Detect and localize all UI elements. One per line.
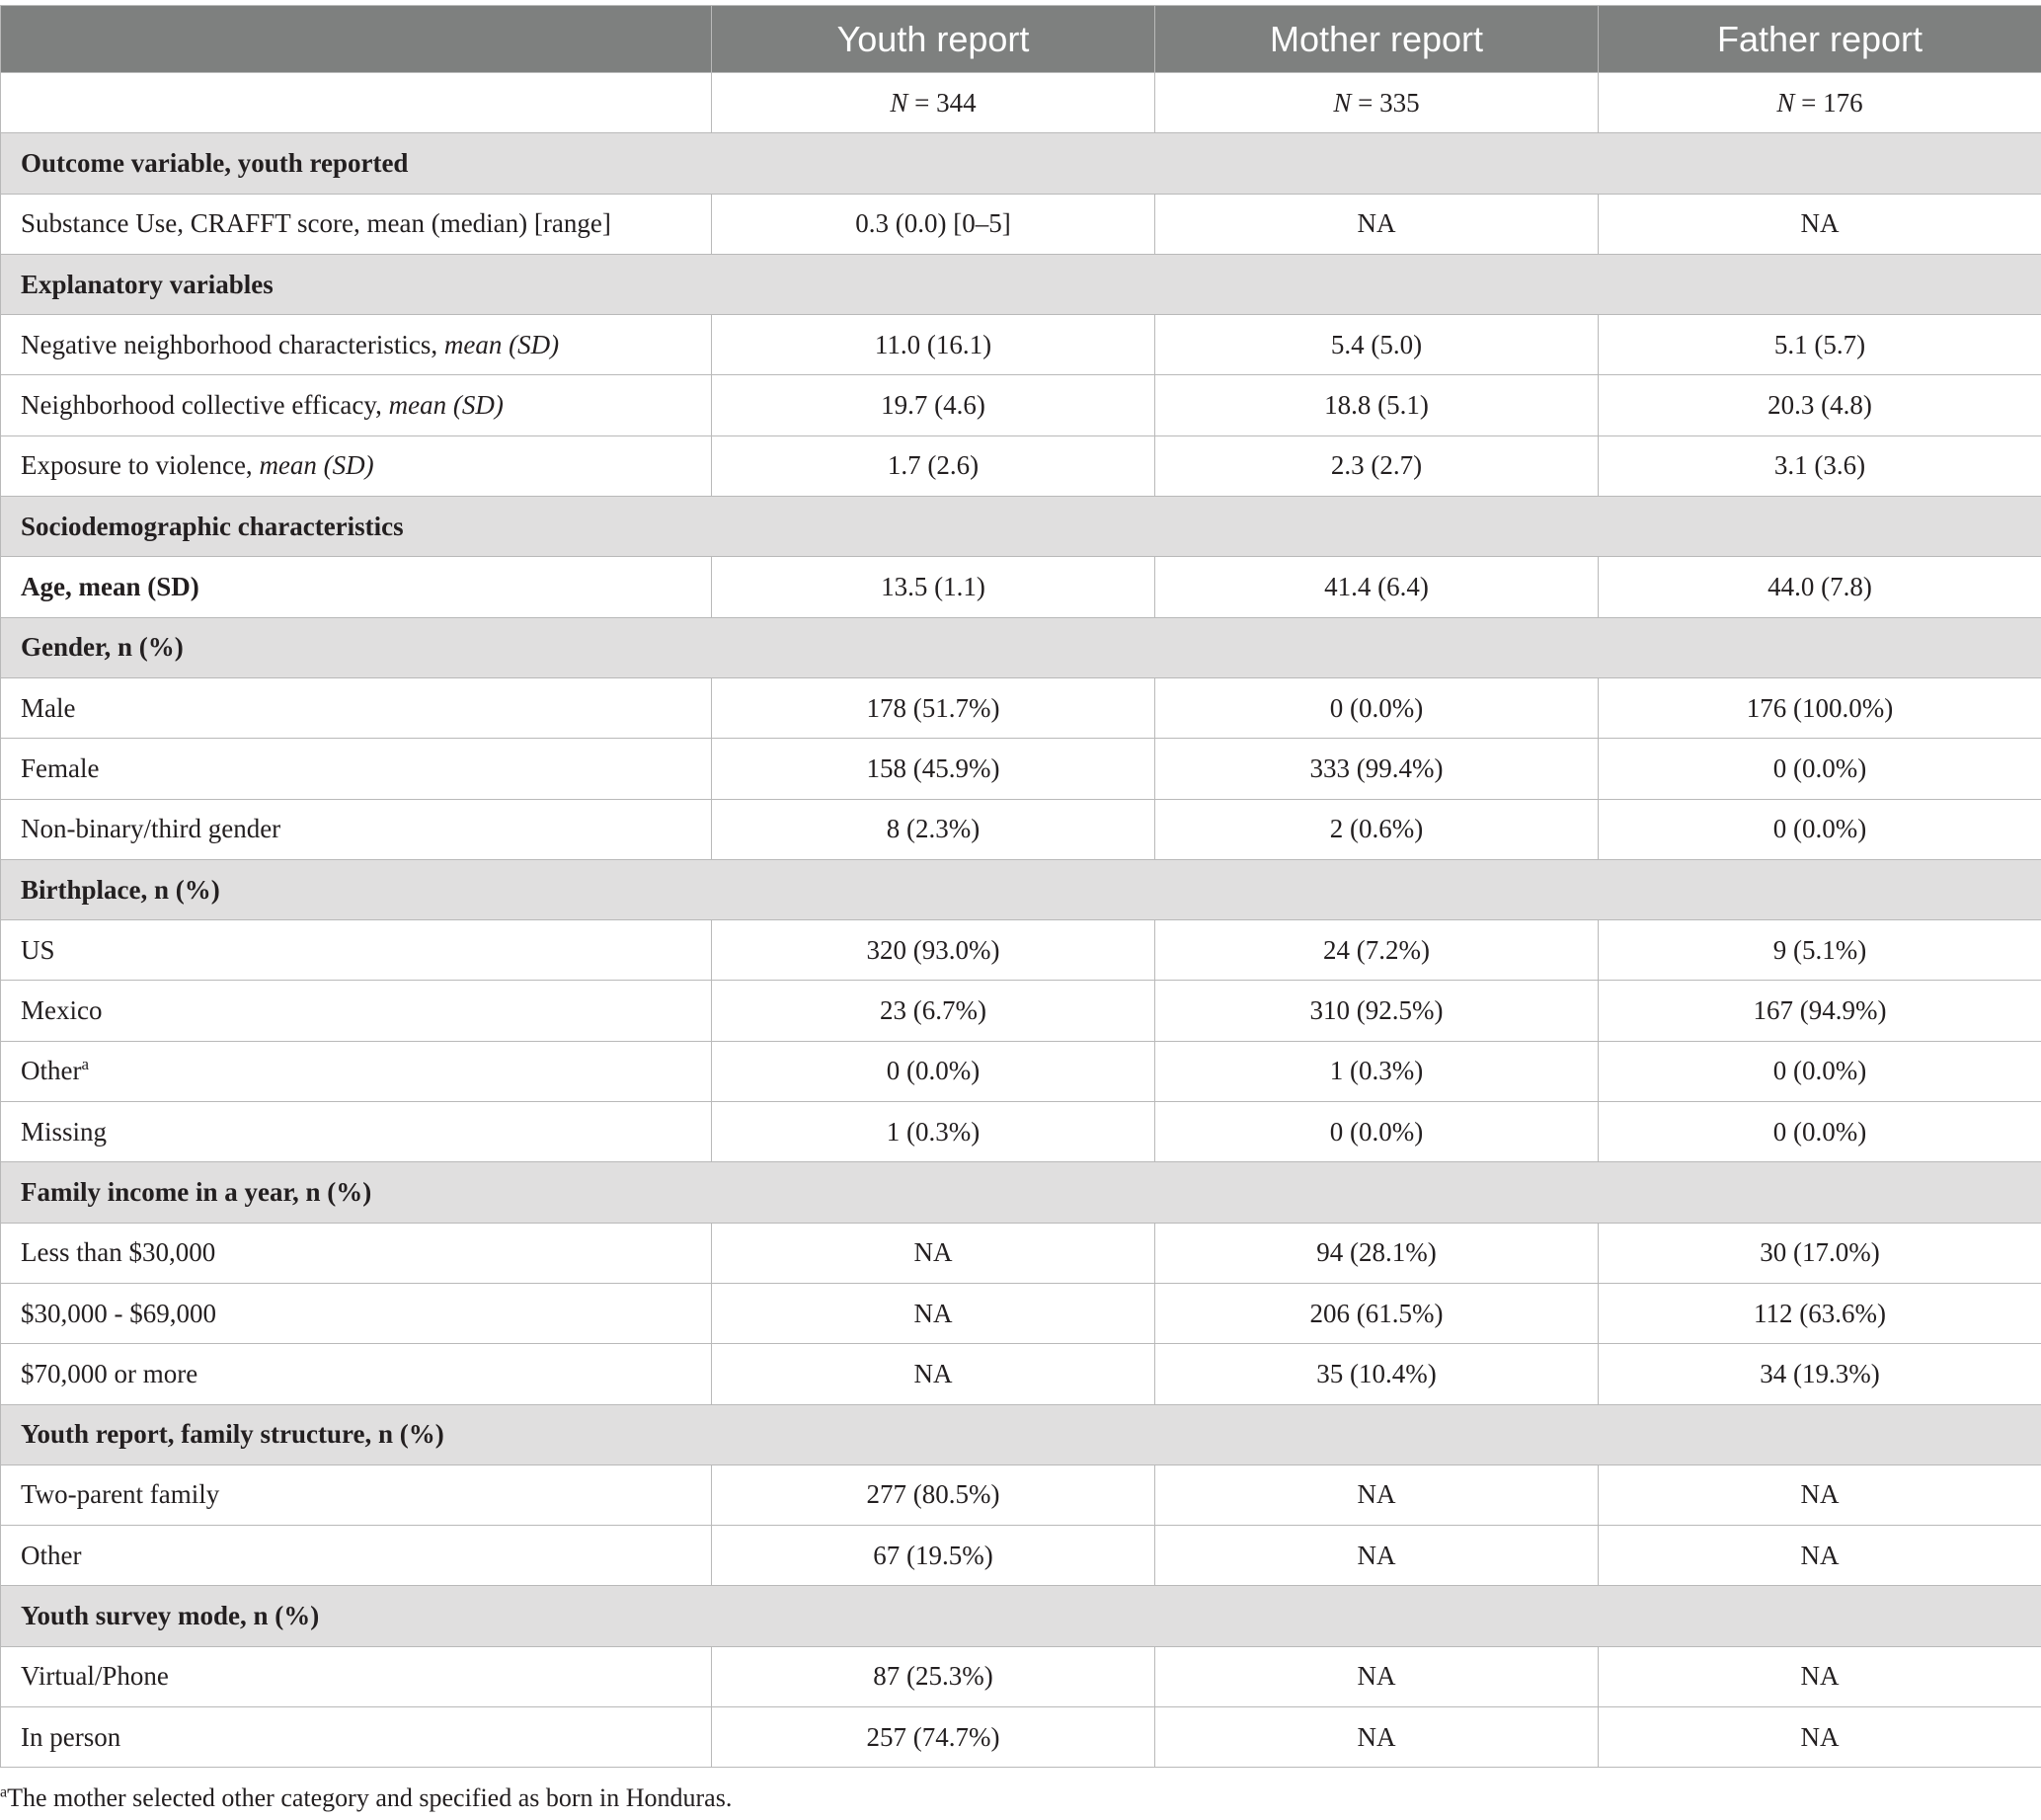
- section-row: [1, 1162, 2041, 1223]
- cell-father: 30 (17.0%): [1599, 1223, 2041, 1283]
- cell-youth: 19.7 (4.6): [712, 375, 1155, 435]
- cell-father: 9 (5.1%): [1599, 920, 2041, 981]
- table-row: [1, 677, 2041, 738]
- n-symbol: N: [1776, 87, 1795, 118]
- cell-mother: 206 (61.5%): [1155, 1283, 1599, 1343]
- cell-mother: 1 (0.3%): [1155, 1041, 1599, 1101]
- cell-mother: NA: [1155, 194, 1599, 254]
- cell-father: 176 (100.0%): [1599, 677, 2041, 738]
- cell-mother: NA: [1155, 1464, 1599, 1525]
- row-label: Two-parent family: [1, 1464, 712, 1525]
- section-row: [1, 254, 2041, 314]
- table-row: [1, 194, 2041, 254]
- cell-father: 20.3 (4.8): [1599, 375, 2041, 435]
- cell-youth: 13.5 (1.1): [712, 557, 1155, 617]
- cell-father: NA: [1599, 1707, 2041, 1768]
- cell-youth: 0.3 (0.0) [0–5]: [712, 194, 1155, 254]
- header-row: [1, 6, 2041, 73]
- section-row: [1, 617, 2041, 677]
- cell-mother: 5.4 (5.0): [1155, 315, 1599, 375]
- cell-father: 3.1 (3.6): [1599, 435, 2041, 496]
- section-row: [1, 497, 2041, 557]
- table-row: [1, 799, 2041, 859]
- row-label: $30,000 - $69,000: [1, 1283, 712, 1343]
- cell-mother: 333 (99.4%): [1155, 739, 1599, 799]
- cell-youth: 67 (19.5%): [712, 1526, 1155, 1586]
- row-label-stat: mean (SD): [443, 329, 560, 359]
- cell-father: NA: [1599, 1464, 2041, 1525]
- sample-size-youth: [712, 73, 1155, 133]
- row-label: Less than $30,000: [1, 1223, 712, 1283]
- header-mother-report: Mother report: [1155, 6, 1599, 73]
- cell-mother: NA: [1155, 1526, 1599, 1586]
- cell-youth: 11.0 (16.1): [712, 315, 1155, 375]
- table-row: [1, 557, 2041, 617]
- row-label: Non-binary/third gender: [1, 799, 712, 859]
- section-row: [1, 859, 2041, 919]
- section-row: [1, 1404, 2041, 1464]
- row-label: [1, 315, 712, 375]
- row-label: Female: [1, 739, 712, 799]
- cell-father: 0 (0.0%): [1599, 1102, 2041, 1162]
- cell-youth: 23 (6.7%): [712, 981, 1155, 1041]
- cell-youth: NA: [712, 1344, 1155, 1404]
- cell-youth: 178 (51.7%): [712, 677, 1155, 738]
- cell-father: 112 (63.6%): [1599, 1283, 2041, 1343]
- sample-size-label: [1, 73, 712, 133]
- cell-mother: 2.3 (2.7): [1155, 435, 1599, 496]
- row-label: Other: [1, 1526, 712, 1586]
- row-label: Age, mean (SD): [1, 557, 712, 617]
- cell-youth: 320 (93.0%): [712, 920, 1155, 981]
- section-title: Outcome variable, youth reported: [1, 133, 2041, 194]
- row-label: Virtual/Phone: [1, 1646, 712, 1706]
- cell-father: 167 (94.9%): [1599, 981, 2041, 1041]
- row-label: US: [1, 920, 712, 981]
- n-value: = 335: [1351, 87, 1420, 118]
- row-label-text: Exposure to violence,: [21, 450, 260, 481]
- header-father-report: Father report: [1599, 6, 2041, 73]
- cell-youth: 158 (45.9%): [712, 739, 1155, 799]
- sample-size-father: [1599, 73, 2041, 133]
- cell-youth: 257 (74.7%): [712, 1707, 1155, 1768]
- table-row: [1, 315, 2041, 375]
- section-row: [1, 133, 2041, 194]
- cell-father: NA: [1599, 194, 2041, 254]
- footnote-text: The mother selected other category and specified as born in Honduras.: [7, 1783, 733, 1812]
- table-row: [1, 920, 2041, 981]
- cell-youth: 87 (25.3%): [712, 1646, 1155, 1706]
- section-title: Explanatory variables: [1, 254, 2041, 314]
- section-title: Youth report, family structure, n (%): [1, 1404, 2041, 1464]
- row-label: [1, 435, 712, 496]
- n-symbol: N: [890, 87, 908, 118]
- table-row: [1, 1223, 2041, 1283]
- cell-mother: 35 (10.4%): [1155, 1344, 1599, 1404]
- cell-youth: NA: [712, 1223, 1155, 1283]
- row-label: Missing: [1, 1102, 712, 1162]
- cell-father: 0 (0.0%): [1599, 739, 2041, 799]
- table-row: [1, 739, 2041, 799]
- footnote-marker: a: [0, 1783, 8, 1801]
- row-label-text: Neighborhood collective efficacy,: [21, 390, 389, 421]
- row-label: Male: [1, 677, 712, 738]
- row-label: Mexico: [1, 981, 712, 1041]
- cell-mother: 2 (0.6%): [1155, 799, 1599, 859]
- row-label: [1, 375, 712, 435]
- cell-youth: 1 (0.3%): [712, 1102, 1155, 1162]
- row-label-text: Negative neighborhood characteristics,: [21, 329, 444, 359]
- cell-mother: 18.8 (5.1): [1155, 375, 1599, 435]
- cell-father: NA: [1599, 1646, 2041, 1706]
- section-title: Gender, n (%): [1, 617, 2041, 677]
- characteristics-table: [0, 5, 2041, 1768]
- section-title: Youth survey mode, n (%): [1, 1586, 2041, 1646]
- table-row: [1, 981, 2041, 1041]
- cell-mother: 310 (92.5%): [1155, 981, 1599, 1041]
- table-row: [1, 1102, 2041, 1162]
- row-label: $70,000 or more: [1, 1344, 712, 1404]
- table-row: [1, 1646, 2041, 1706]
- row-label: In person: [1, 1707, 712, 1768]
- cell-father: 0 (0.0%): [1599, 799, 2041, 859]
- table-footnote: [0, 1785, 732, 1811]
- header-youth-report: Youth report: [712, 6, 1155, 73]
- cell-mother: 94 (28.1%): [1155, 1223, 1599, 1283]
- table-row: [1, 435, 2041, 496]
- cell-youth: NA: [712, 1283, 1155, 1343]
- cell-father: 34 (19.3%): [1599, 1344, 2041, 1404]
- cell-youth: 1.7 (2.6): [712, 435, 1155, 496]
- row-label-stat: mean (SD): [259, 450, 374, 481]
- table-row: [1, 1526, 2041, 1586]
- cell-mother: NA: [1155, 1707, 1599, 1768]
- cell-father: 44.0 (7.8): [1599, 557, 2041, 617]
- cell-mother: 41.4 (6.4): [1155, 557, 1599, 617]
- table-row: [1, 1283, 2041, 1343]
- cell-youth: 0 (0.0%): [712, 1041, 1155, 1101]
- section-row: [1, 1586, 2041, 1646]
- row-label-text: Other: [21, 1056, 82, 1086]
- cell-father: 5.1 (5.7): [1599, 315, 2041, 375]
- row-label: Substance Use, CRAFFT score, mean (median) [range]: [1, 194, 712, 254]
- cell-mother: 24 (7.2%): [1155, 920, 1599, 981]
- cell-youth: 277 (80.5%): [712, 1464, 1155, 1525]
- section-title: Birthplace, n (%): [1, 859, 2041, 919]
- table-row: [1, 1464, 2041, 1525]
- row-label-stat: mean (SD): [388, 390, 504, 421]
- header-cell-label: [1, 6, 712, 73]
- section-title: Sociodemographic characteristics: [1, 497, 2041, 557]
- n-symbol: N: [1333, 87, 1352, 118]
- cell-mother: NA: [1155, 1646, 1599, 1706]
- cell-youth: 8 (2.3%): [712, 799, 1155, 859]
- table-row: [1, 1707, 2041, 1768]
- cell-father: 0 (0.0%): [1599, 1041, 2041, 1101]
- n-value: = 344: [907, 87, 977, 118]
- footnote-marker: a: [81, 1055, 90, 1074]
- sample-size-mother: [1155, 73, 1599, 133]
- table-row: [1, 375, 2041, 435]
- table-row: [1, 1344, 2041, 1404]
- sample-size-row: [1, 73, 2041, 133]
- row-label: [1, 1041, 712, 1101]
- n-value: = 176: [1794, 87, 1863, 118]
- section-title: Family income in a year, n (%): [1, 1162, 2041, 1223]
- cell-mother: 0 (0.0%): [1155, 677, 1599, 738]
- cell-father: NA: [1599, 1526, 2041, 1586]
- table-row: [1, 1041, 2041, 1101]
- cell-mother: 0 (0.0%): [1155, 1102, 1599, 1162]
